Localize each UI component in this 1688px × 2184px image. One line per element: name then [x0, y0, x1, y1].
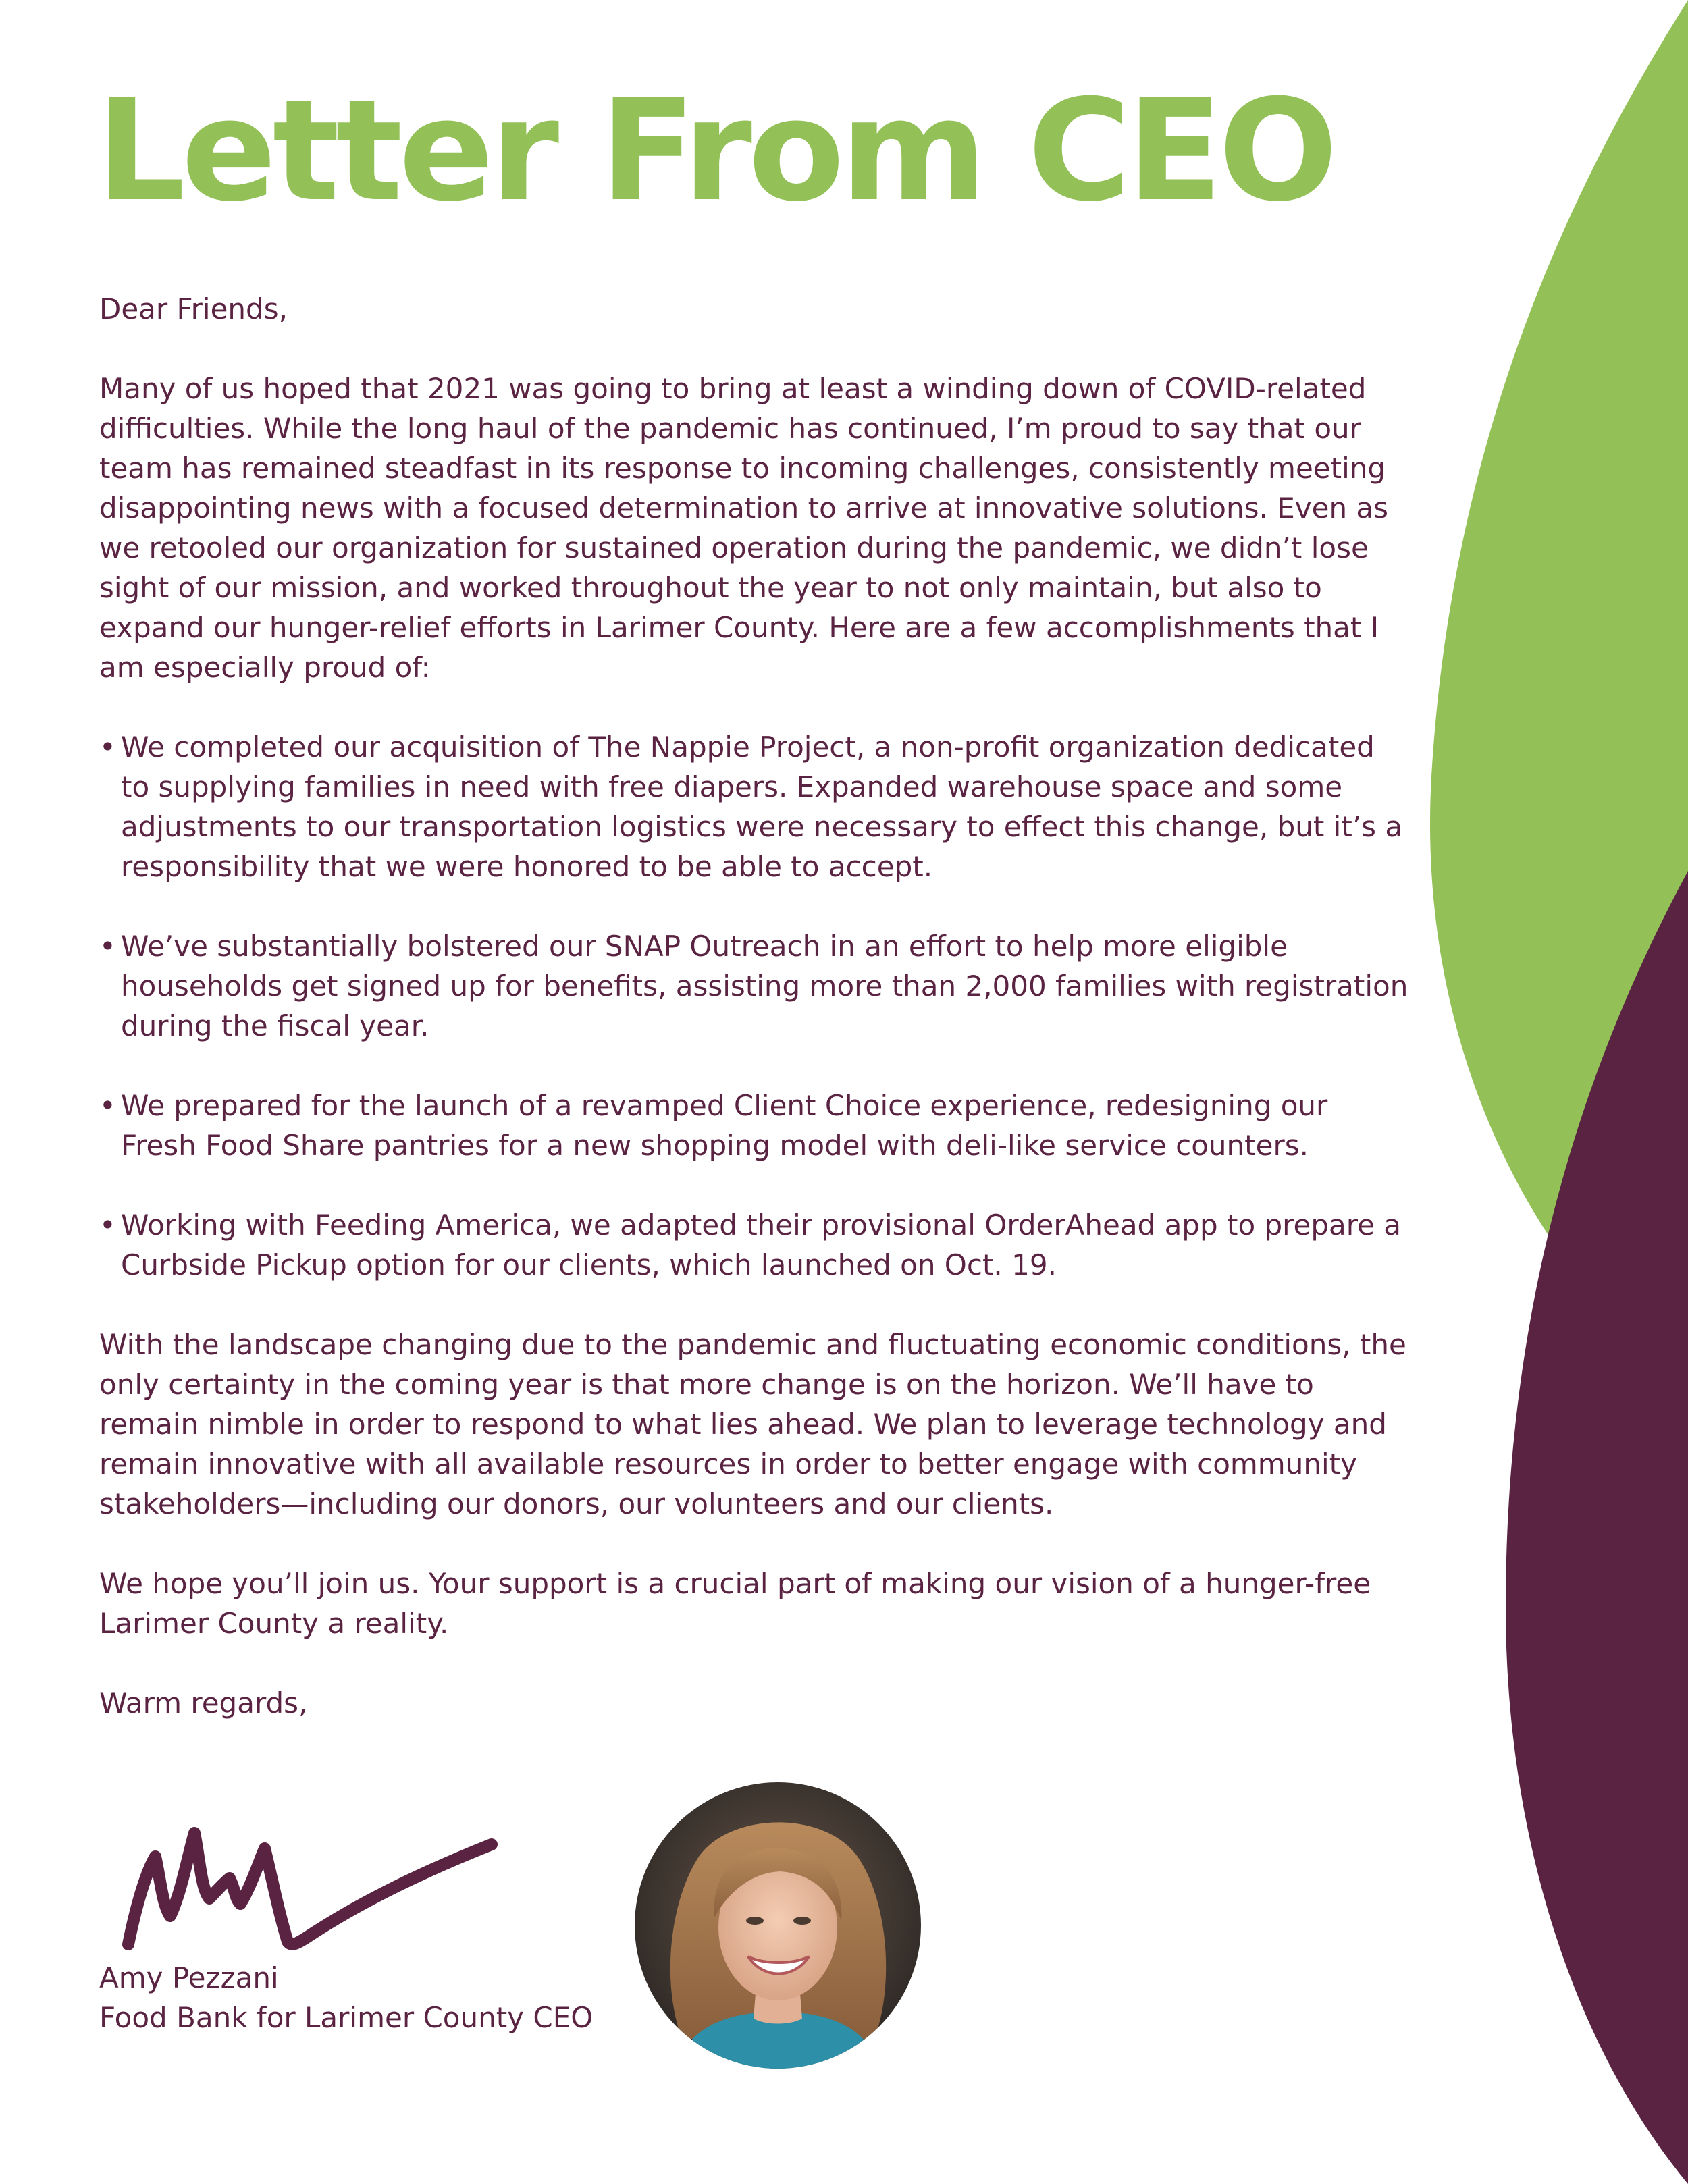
signatory-title: Food Bank for Larimer County CEO [99, 2001, 594, 2034]
bullet-marker: • [99, 730, 116, 764]
closing-appeal-paragraph: We hope you’ll join us. Your support is a crucial part of making our vision of a hunger-free Larimer County a reality. [99, 1567, 1371, 1640]
signatory-name: Amy Pezzani [99, 1961, 279, 1994]
bullet-marker: • [99, 930, 116, 963]
ceo-portrait-photo [635, 1782, 921, 2069]
intro-paragraph: Many of us hoped that 2021 was going to bring at least a winding down of COVID-related difficulties. While the long haul of the pandemic has continued, I’m proud to say that our team has remained steadfast in its response to incoming challenges, consistently meeting disappointing news with a focused determination to arrive at innovative solutions. Even as we retooled our organization for sustained operation during the pandemic, we didn’t lose sight of our mission, and worked throughout the year to not only maintain, but also to expand our hunger-relief efforts in Larimer County. Here are a few accomplishments that I am especially proud of: [99, 372, 1389, 684]
letter-body [99, 289, 1409, 1723]
list-item [99, 727, 1409, 886]
accomplishment-text: We prepared for the launch of a revamped Client Choice experience, redesigning our Fresh Food Share pantries for a new shopping model with deli-like service counters. [121, 1089, 1328, 1162]
handwritten-signature [115, 1809, 547, 1965]
right-eye [793, 1917, 811, 1925]
signoff: Warm regards, [99, 1686, 308, 1720]
accomplishments-list [99, 727, 1409, 1285]
page-title: Letter From CEO [96, 70, 1334, 233]
list-item [99, 1205, 1409, 1285]
list-item [99, 926, 1409, 1046]
bullet-marker: • [99, 1208, 116, 1242]
signature-stroke [128, 1833, 492, 1944]
list-item [99, 1086, 1409, 1165]
bullet-marker: • [99, 1089, 116, 1122]
accomplishment-text: Working with Feeding America, we adapted their provisional OrderAhead app to prepare a Curbside Pickup option for our clients, which launched on Oct. 19. [121, 1208, 1402, 1281]
greeting: Dear Friends, [99, 292, 288, 325]
accomplishment-text: We’ve substantially bolstered our SNAP Outreach in an effort to help more eligible households get signed up for benefits, assisting more than 2,000 families with registration during the fiscal year. [121, 930, 1408, 1042]
left-eye [746, 1917, 764, 1925]
accomplishment-text: We completed our acquisition of The Nappie Project, a non-profit organization dedicated to supplying families in need with free diapers. Expanded warehouse space and some adjustments to our transportation logistics were necessary to effect this change, but it’s a responsibility that we were honored to be able to accept. [121, 730, 1403, 883]
outlook-paragraph: With the landscape changing due to the pandemic and fluctuating economic conditions, the only certainty in the coming year is that more change is on the horizon. We’ll have to remain nimble in order to respond to what lies ahead. We plan to leverage technology and remain innovative with all available resources in order to better engage with community stakeholders—including our donors, our volunteers and our clients. [99, 1328, 1406, 1520]
